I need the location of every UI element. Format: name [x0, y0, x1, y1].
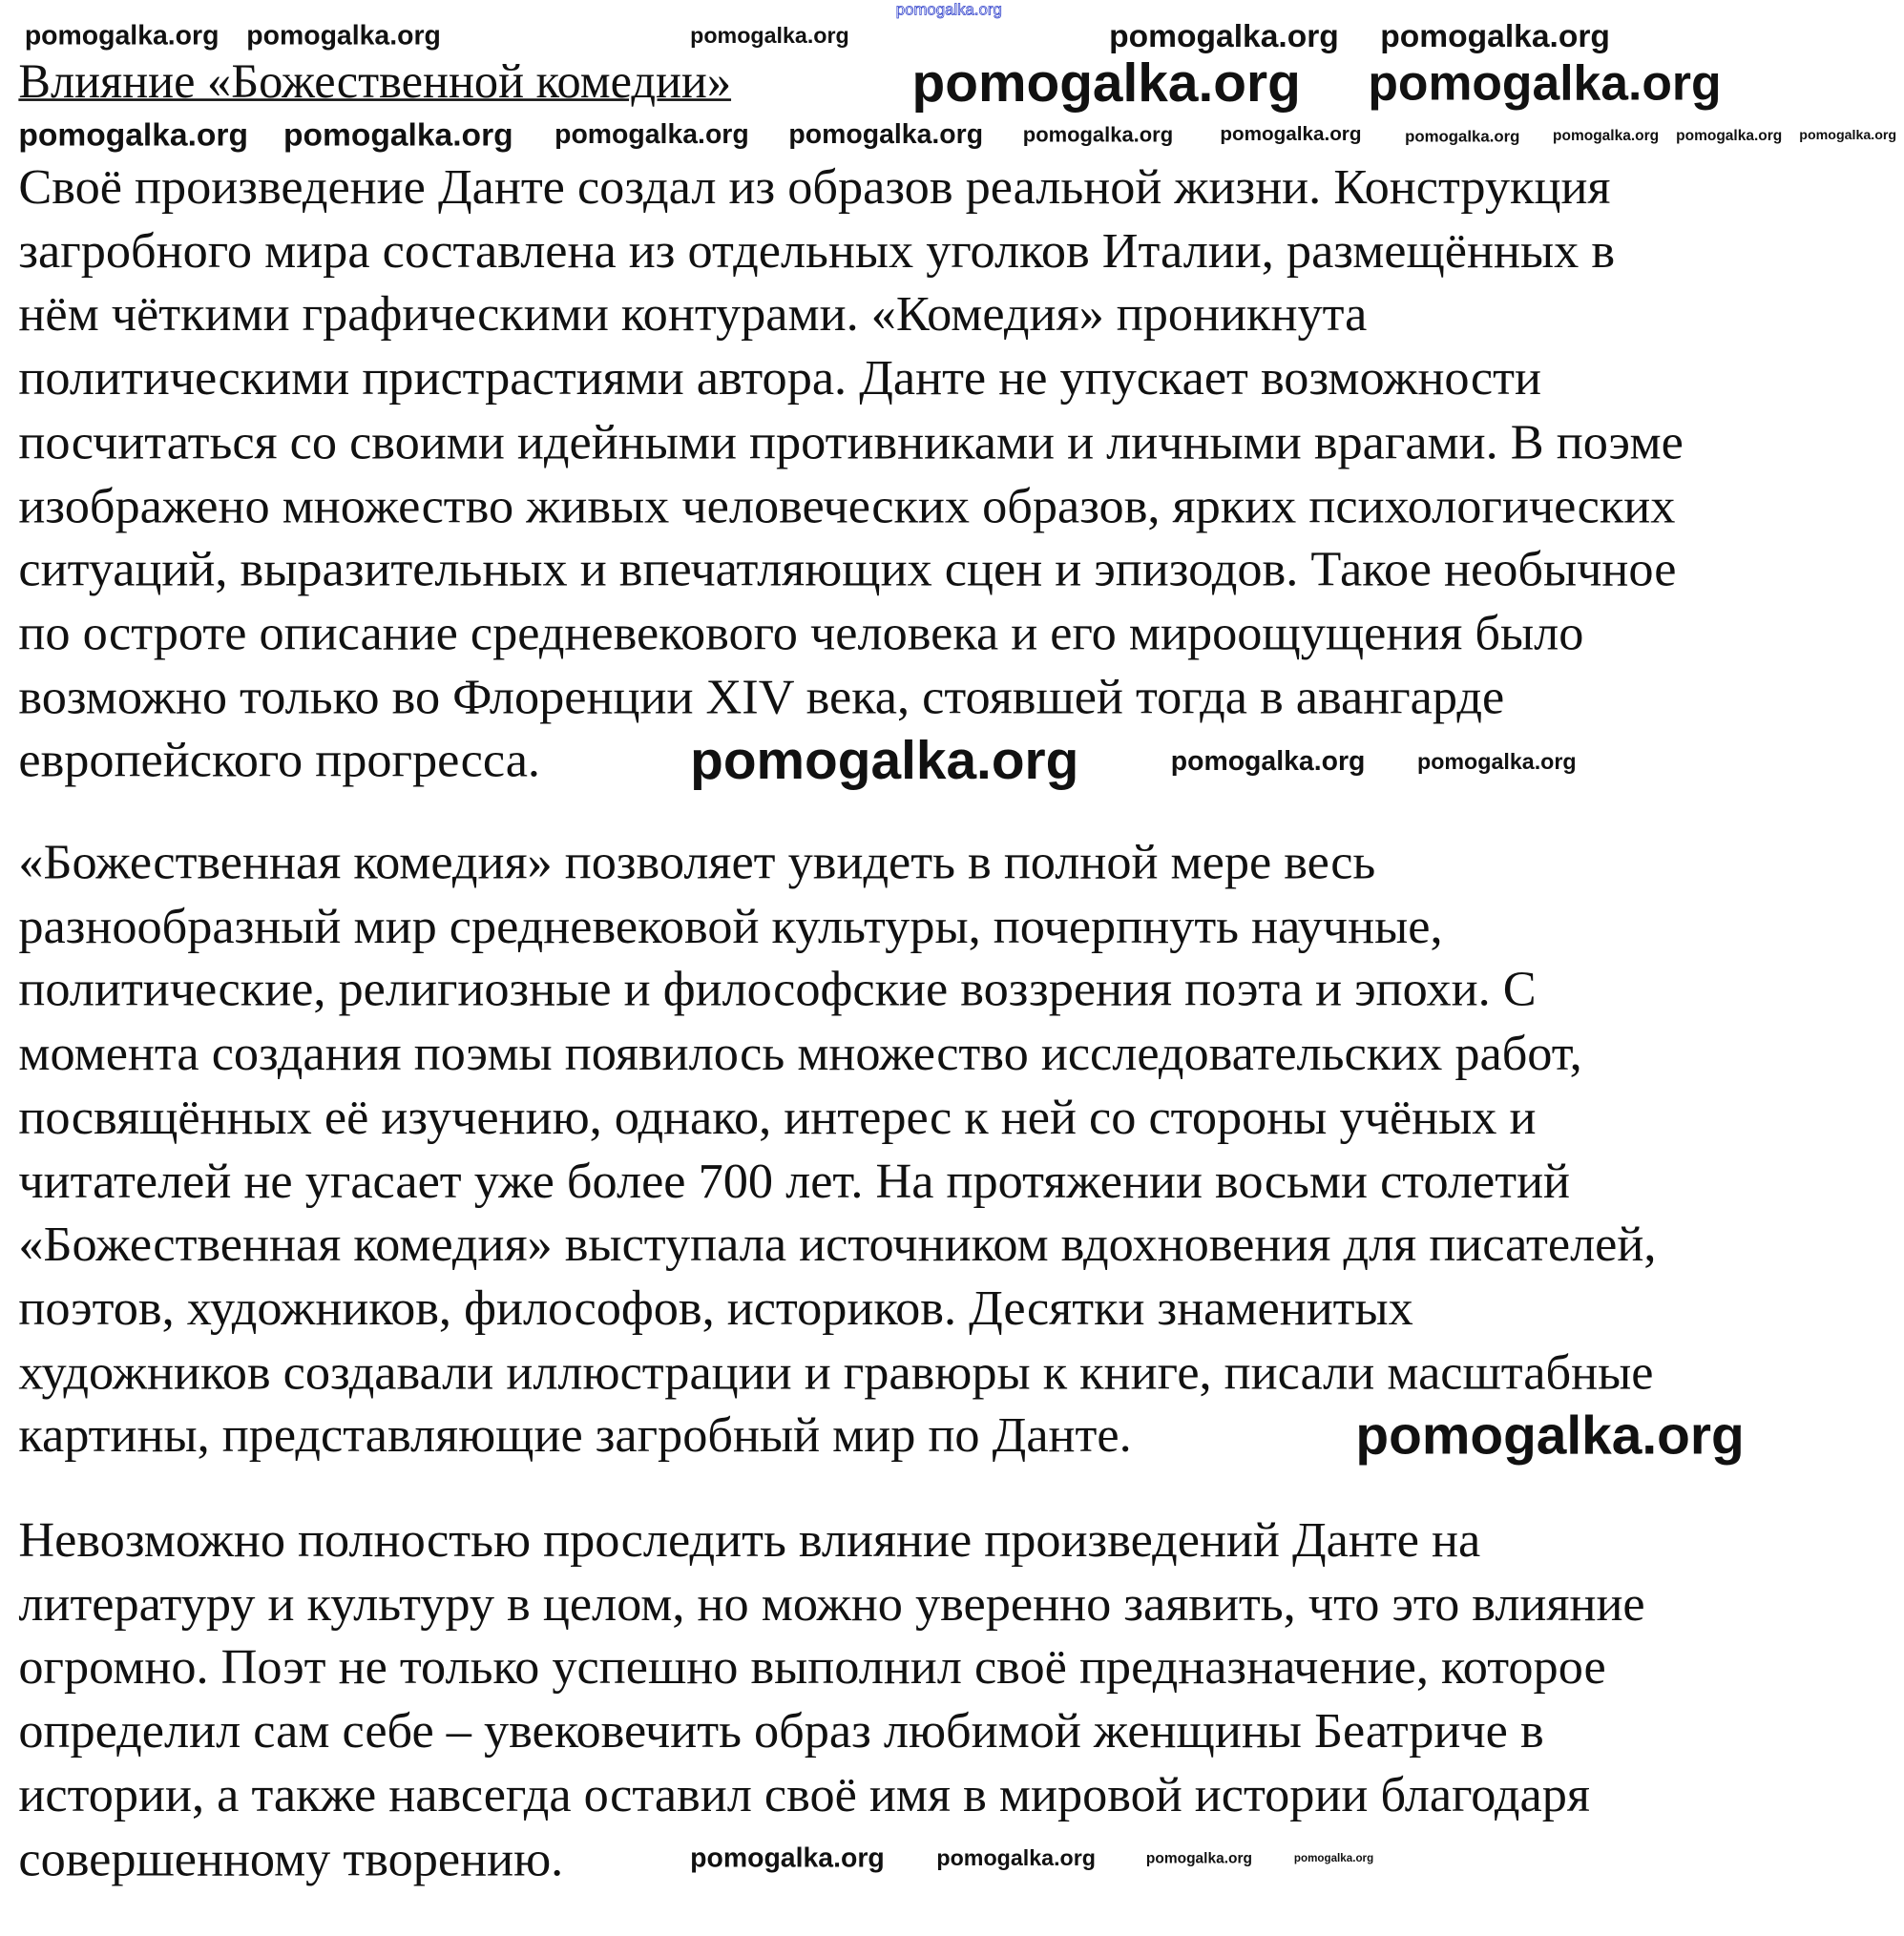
document-title: Влияние «Божественной комедии»	[18, 55, 732, 109]
text-line: разнообразный мир средневековой культуры, почерпнуть научные,	[18, 897, 1443, 954]
text-line: «Божественная комедия» позволяет увидеть в полной мере весь	[18, 834, 1376, 890]
watermark: pomogalka.org	[1553, 127, 1660, 145]
watermark: pomogalka.org	[788, 117, 984, 150]
paragraph-3	[18, 1509, 1644, 1891]
text-line: возможно только во Флоренции XIV века, стоявшей тогда в авангарде	[18, 668, 1505, 724]
top-watermark: pomogalka.org	[895, 0, 1002, 19]
paragraph-2	[18, 830, 1656, 1468]
text-line: поэтов, художников, философов, историков. Десятки знаменитых	[18, 1280, 1413, 1336]
watermark: pomogalka.org	[1293, 1851, 1374, 1864]
text-line: европейского прогресса.	[18, 732, 540, 788]
watermark: pomogalka.org	[1022, 123, 1174, 147]
text-line: ситуаций, выразительных и впечатляющих сцен и эпизодов. Такое необычное	[18, 541, 1677, 597]
watermark: pomogalka.org	[1676, 127, 1783, 145]
watermark: pomogalka.org	[690, 730, 1079, 792]
watermark: pomogalka.org	[1799, 128, 1897, 143]
text-line: политическими пристрастиями автора. Данте не упускает возможности	[18, 349, 1541, 406]
text-line: картины, представляющие загробный мир по Данте.	[18, 1407, 1132, 1464]
watermark: pomogalka.org	[1355, 1405, 1745, 1467]
text-line: момента создания поэмы появилось множество исследовательских работ,	[18, 1025, 1582, 1081]
paragraph-1	[18, 156, 1683, 793]
text-line: посчитаться со своими идейными противниками и личными врагами. В поэме	[18, 413, 1684, 469]
text-line: загробного мира составлена из отдельных уголков Италии, размещённых в	[18, 222, 1616, 279]
watermark: pomogalka.org	[1220, 124, 1362, 146]
watermark: pomogalka.org	[246, 19, 441, 51]
text-line: истории, а также навсегда оставил своё имя в мировой истории благодаря	[18, 1766, 1590, 1822]
watermark: pomogalka.org	[690, 1842, 885, 1873]
text-line: нём чёткими графическими контурами. «Комедия» проникнута	[18, 286, 1368, 343]
watermark: pomogalka.org	[911, 52, 1301, 114]
watermark: pomogalka.org	[1145, 1849, 1252, 1867]
text-line: посвящённых её изучению, однако, интерес к ней со стороны учёных и	[18, 1089, 1537, 1145]
watermark: pomogalka.org	[1416, 749, 1577, 774]
text-line: определил сам себе – увековечить образ любимой женщины Беатриче в	[18, 1702, 1544, 1759]
text-line: художников создавали иллюстрации и гравюры к книге, писали масштабные	[18, 1343, 1654, 1400]
text-line: политические, религиозные и философские воззрения поэта и эпохи. С	[18, 961, 1537, 1017]
watermark: pomogalka.org	[282, 115, 513, 154]
watermark: pomogalka.org	[24, 19, 220, 51]
text-line: изображено множество живых человеческих образов, ярких психологических	[18, 477, 1676, 533]
watermark: pomogalka.org	[1405, 127, 1520, 146]
watermark: pomogalka.org	[1170, 745, 1366, 777]
text-line: по остроте описание средневекового человека и его мироощущения было	[18, 604, 1584, 661]
text-line: Своё произведение Данте создал из образов реальной жизни. Конструкция	[18, 158, 1611, 215]
text-line: литературу и культуру в целом, но можно уверенно заявить, что это влияние	[18, 1575, 1645, 1632]
text-line: совершенному творению.	[18, 1830, 564, 1886]
text-line: огромно. Поэт не только успешно выполнил своё предназначение, которое	[18, 1638, 1606, 1696]
watermark: pomogalka.org	[690, 23, 849, 49]
watermark: pomogalka.org	[1368, 56, 1722, 112]
text-line: «Божественная комедия» выступала источником вдохновения для писателей,	[18, 1216, 1657, 1272]
watermark: pomogalka.org	[1109, 17, 1339, 54]
text-line: читателей не угасает уже более 700 лет. На протяжении восьми столетий	[18, 1153, 1571, 1209]
text-line: Невозможно полностью проследить влияние произведений Данте на	[18, 1511, 1481, 1568]
watermark: pomogalka.org	[554, 117, 749, 150]
watermark: pomogalka.org	[1380, 17, 1610, 54]
watermark: pomogalka.org	[18, 115, 249, 154]
watermark: pomogalka.org	[936, 1845, 1096, 1871]
